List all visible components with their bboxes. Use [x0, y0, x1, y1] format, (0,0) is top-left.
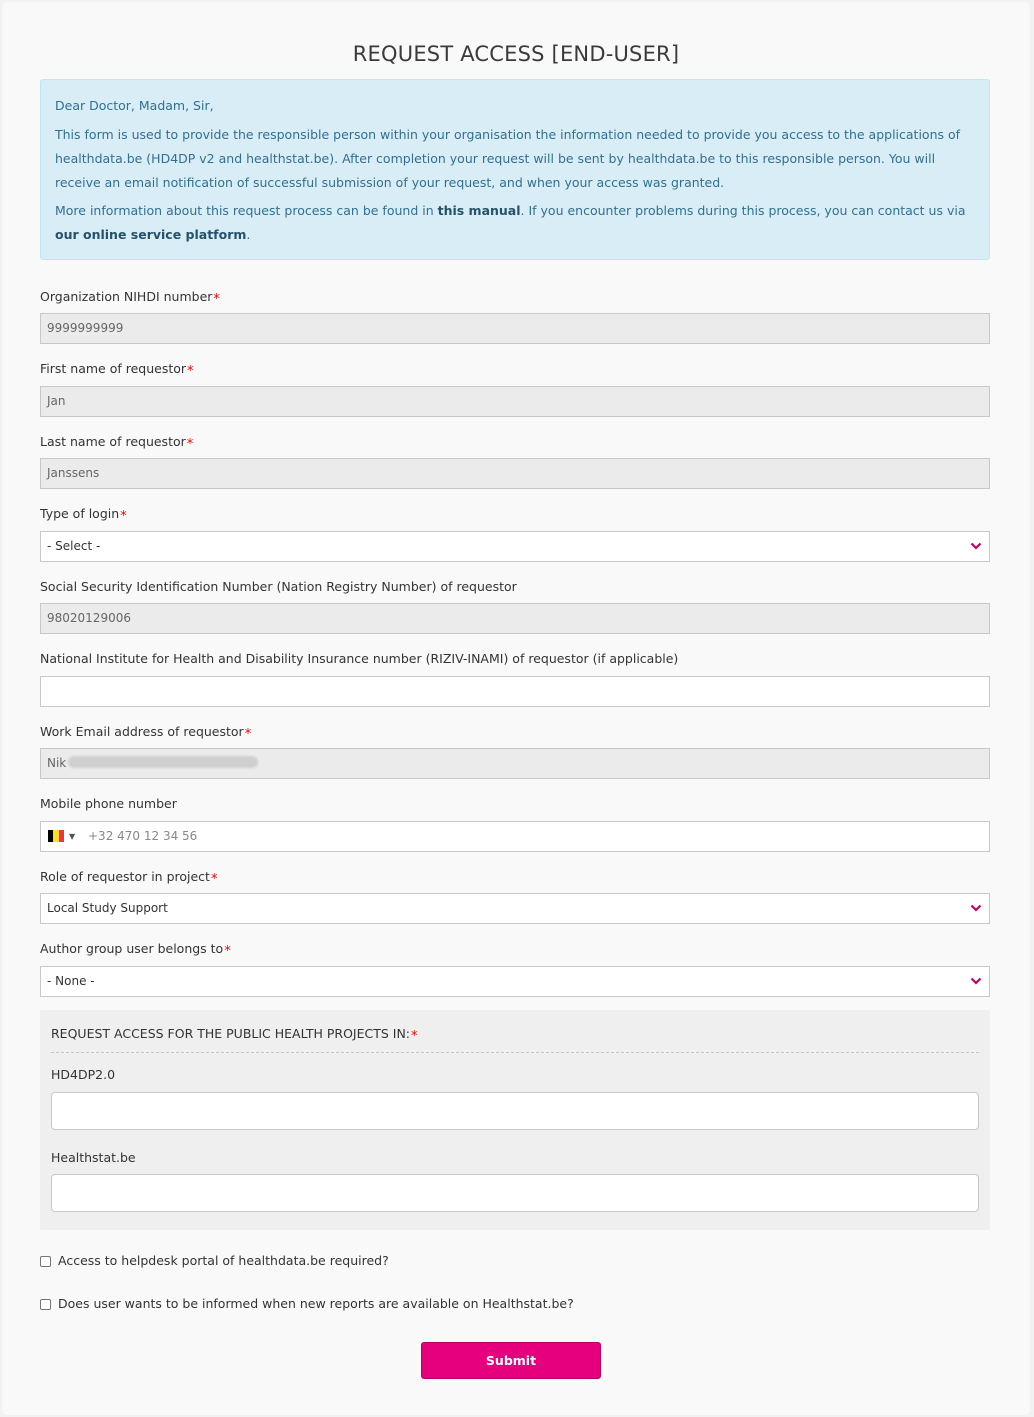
role-select[interactable]: [40, 893, 990, 924]
chevron-down-icon: [970, 975, 982, 987]
required-marker: *: [120, 509, 127, 524]
required-marker: *: [186, 437, 194, 452]
page-title: REQUEST ACCESS [END-USER]: [352, 42, 680, 66]
info-paragraph-2: [55, 199, 975, 247]
reports-checkbox-label[interactable]: Does user wants to be informed when new reports are available on Healthstat.be?: [58, 1296, 574, 1311]
belgium-flag-icon[interactable]: [48, 830, 64, 842]
login-type-label: Type of login*: [40, 506, 127, 524]
email-input[interactable]: [40, 748, 990, 779]
author-group-label: Author group user belongs to*: [40, 941, 231, 959]
first-name-input[interactable]: Jan: [40, 386, 990, 417]
helpdesk-checkbox-label[interactable]: Access to helpdesk portal of healthdata.be required?: [58, 1253, 389, 1268]
required-marker: *: [213, 292, 220, 307]
healthstat-input[interactable]: [51, 1174, 979, 1212]
author-group-select[interactable]: [40, 966, 990, 997]
info-text-middle: . If you encounter problems during this process, you can contact us via: [520, 203, 966, 218]
phone-input[interactable]: [40, 821, 990, 852]
page: [2, 2, 1030, 1415]
chevron-down-icon: [970, 902, 982, 914]
required-marker: *: [411, 1029, 418, 1044]
last-name-input[interactable]: Janssens: [40, 458, 990, 489]
ssin-label: Social Security Identification Number (Nation Registry Number) of requestor: [40, 579, 517, 594]
phone-label: Mobile phone number: [40, 796, 177, 811]
phone-placeholder: +32 470 12 34 56: [88, 829, 198, 843]
info-paragraph-1: This form is used to provide the responsible person within your organisation the information needed to provide you access to the applications of healthdata.be (HD4DP v2 and healthstat.be). After completion your request will be sent by healthdata.be to this responsible person. You will receive an email notification of successful submission of your request, and when your access was granted.: [55, 127, 961, 190]
first-name-label: First name of requestor*: [40, 361, 194, 379]
nihdi-label: Organization NIHDI number*: [40, 289, 220, 307]
healthstat-label: Healthstat.be: [51, 1150, 136, 1165]
required-marker: *: [244, 727, 252, 742]
projects-heading: REQUEST ACCESS FOR THE PUBLIC HEALTH PROJECTS IN:*: [51, 1026, 418, 1044]
divider: [51, 1052, 979, 1053]
hd4dp-input[interactable]: [51, 1092, 979, 1130]
login-type-value: - Select -: [47, 539, 101, 553]
redacted-blur: [68, 756, 258, 768]
service-platform-link[interactable]: our online service platform: [55, 227, 247, 242]
manual-link[interactable]: this manual: [437, 203, 521, 218]
info-greeting: Dear Doctor, Madam, Sir,: [55, 98, 214, 113]
login-type-select[interactable]: [40, 531, 990, 562]
email-value: Nik: [47, 756, 67, 770]
riziv-label: National Institute for Health and Disability Insurance number (RIZIV-INAMI) of requestor (if applicable): [40, 651, 679, 666]
last-name-label: Last name of requestor*: [40, 434, 194, 452]
role-label: Role of requestor in project*: [40, 869, 218, 887]
chevron-down-icon: [970, 540, 982, 552]
caret-down-icon[interactable]: ▼: [69, 832, 76, 841]
hd4dp-label: HD4DP2.0: [51, 1067, 116, 1082]
role-value: Local Study Support: [47, 901, 168, 915]
reports-checkbox[interactable]: [40, 1299, 51, 1310]
info-box: [40, 79, 990, 260]
required-marker: *: [187, 364, 194, 379]
info-text-before: More information about this request process can be found in: [55, 203, 438, 218]
nihdi-input[interactable]: 9999999999: [40, 313, 990, 344]
info-text-after: .: [246, 227, 251, 242]
required-marker: *: [224, 944, 231, 959]
ssin-input[interactable]: 98020129006: [40, 603, 990, 634]
author-group-value: - None -: [47, 974, 95, 988]
email-label: Work Email address of requestor*: [40, 724, 252, 742]
projects-panel: [40, 1010, 990, 1230]
required-marker: *: [210, 872, 218, 887]
submit-button[interactable]: Submit: [421, 1342, 601, 1379]
riziv-input[interactable]: [40, 676, 990, 707]
helpdesk-checkbox[interactable]: [40, 1256, 51, 1267]
